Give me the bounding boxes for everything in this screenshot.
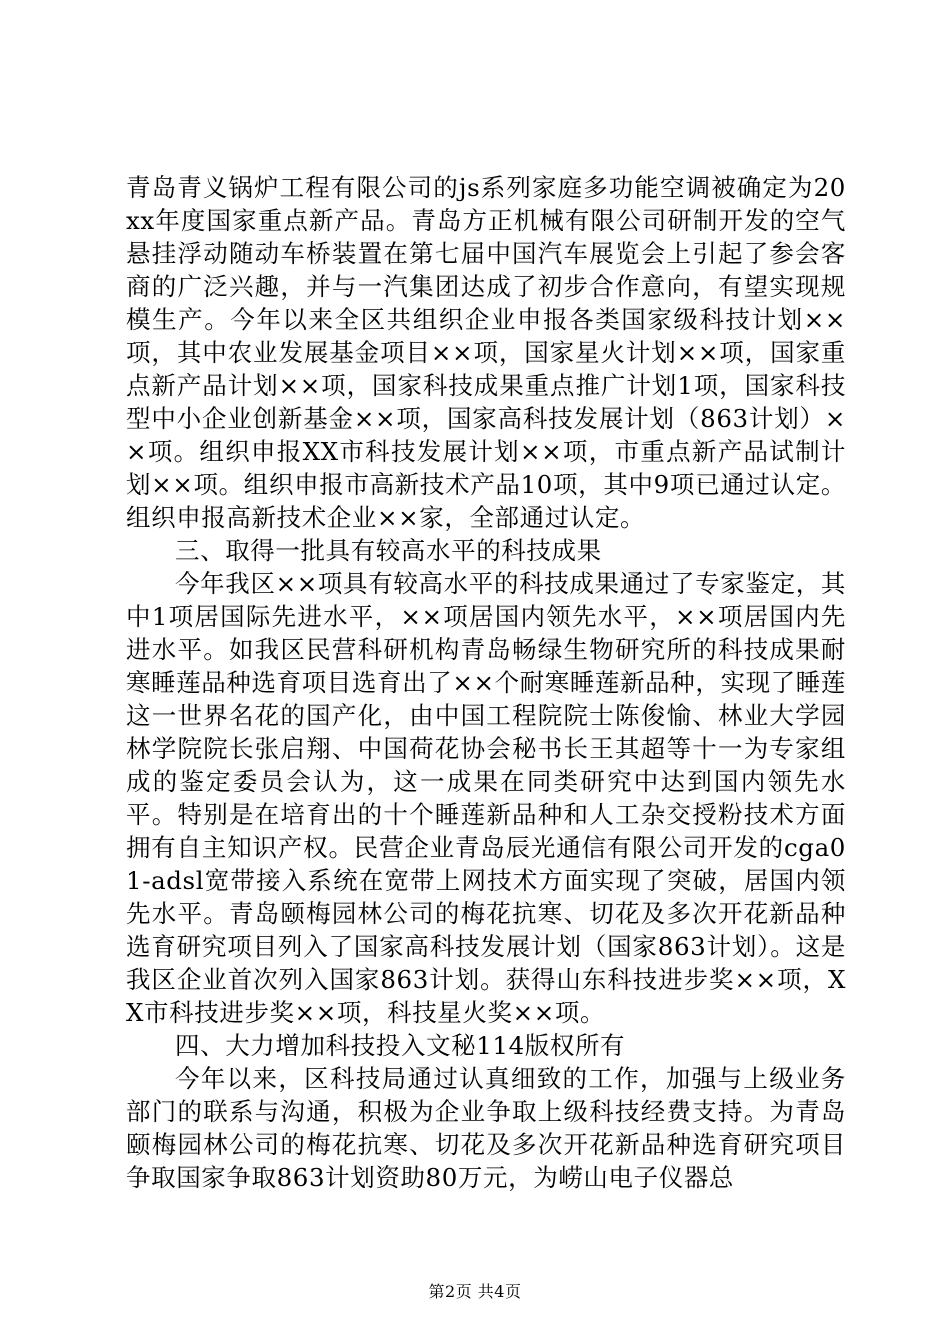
section-heading-four: 四、大力增加科技投入文秘114版权所有	[175, 1031, 626, 1060]
paragraph-achievements: 今年我区××项具有较高水平的科技成果通过了专家鉴定，其中1项居国际先进水平，××项居国内领先水平，××项居国内先进水平。如我区民营科研机构青岛畅绿生物研究所的科技成果耐寒睡莲品种选育项目选育出了××个耐寒睡莲新品种，实现了睡莲这一世界名花的国产化，由中国工程院院士陈俊愉、林业大学园林学院院长张启翔、中国荷花协会秘书长王其超等十一为专家组成的鉴定委员会认为，这一成果在同类研究中达到国内领先水平。特别是在培育出的十个睡莲新品种和人工杂交授粉技术方面拥有自主知识产权。民营企业青岛辰光通信有限公司开发的cga01-adsl宽带接入系统在宽带上网技术方面实现了突破，居国内领先水平。青岛颐梅园林公司的梅花抗寒、切花及多次开花新品种选育研究项目列入了国家高科技发展计划（国家863计划）。这是我区企业首次列入国家863计划。获得山东科技进步奖××项，XX市科技进步奖××项，科技星火奖××项。	[126, 569, 846, 1027]
paragraph-continued: 青岛青义锅炉工程有限公司的js系列家庭多功能空调被确定为20xx年度国家重点新产品。青岛方正机械有限公司研制开发的空气悬挂浮动随动车桥装置在第七届中国汽车展览会上引起了参会客商的广泛兴趣，并与一汽集团达成了初步合作意向，有望实现规模生产。今年以来全区共组织企业申报各类国家级科技计划××项，其中农业发展基金项目××项，国家星火计划××项，国家重点新产品计划××项，国家科技成果重点推广计划1项，国家科技型中小企业创新基金××项，国家高科技发展计划（863计划）××项。组织申报XX市科技发展计划××项，市重点新产品试制计划××项。组织申报市高新技术产品10项，其中9项已通过认定。组织申报高新技术企业××家，全部通过认定。	[126, 173, 846, 532]
document-body	[126, 171, 846, 1194]
section-heading-three: 三、取得一批具有较高水平的科技成果	[175, 536, 602, 565]
paragraph-investment: 今年以来，区科技局通过认真细致的工作，加强与上级业务部门的联系与沟通，积极为企业争取上级科技经费支持。为青岛颐梅园林公司的梅花抗寒、切花及多次开花新品种选育研究项目争取国家争取863计划资助80万元，为崂山电子仪器总	[126, 1064, 846, 1192]
page-number-footer: 第2页 共4页	[428, 1282, 522, 1301]
